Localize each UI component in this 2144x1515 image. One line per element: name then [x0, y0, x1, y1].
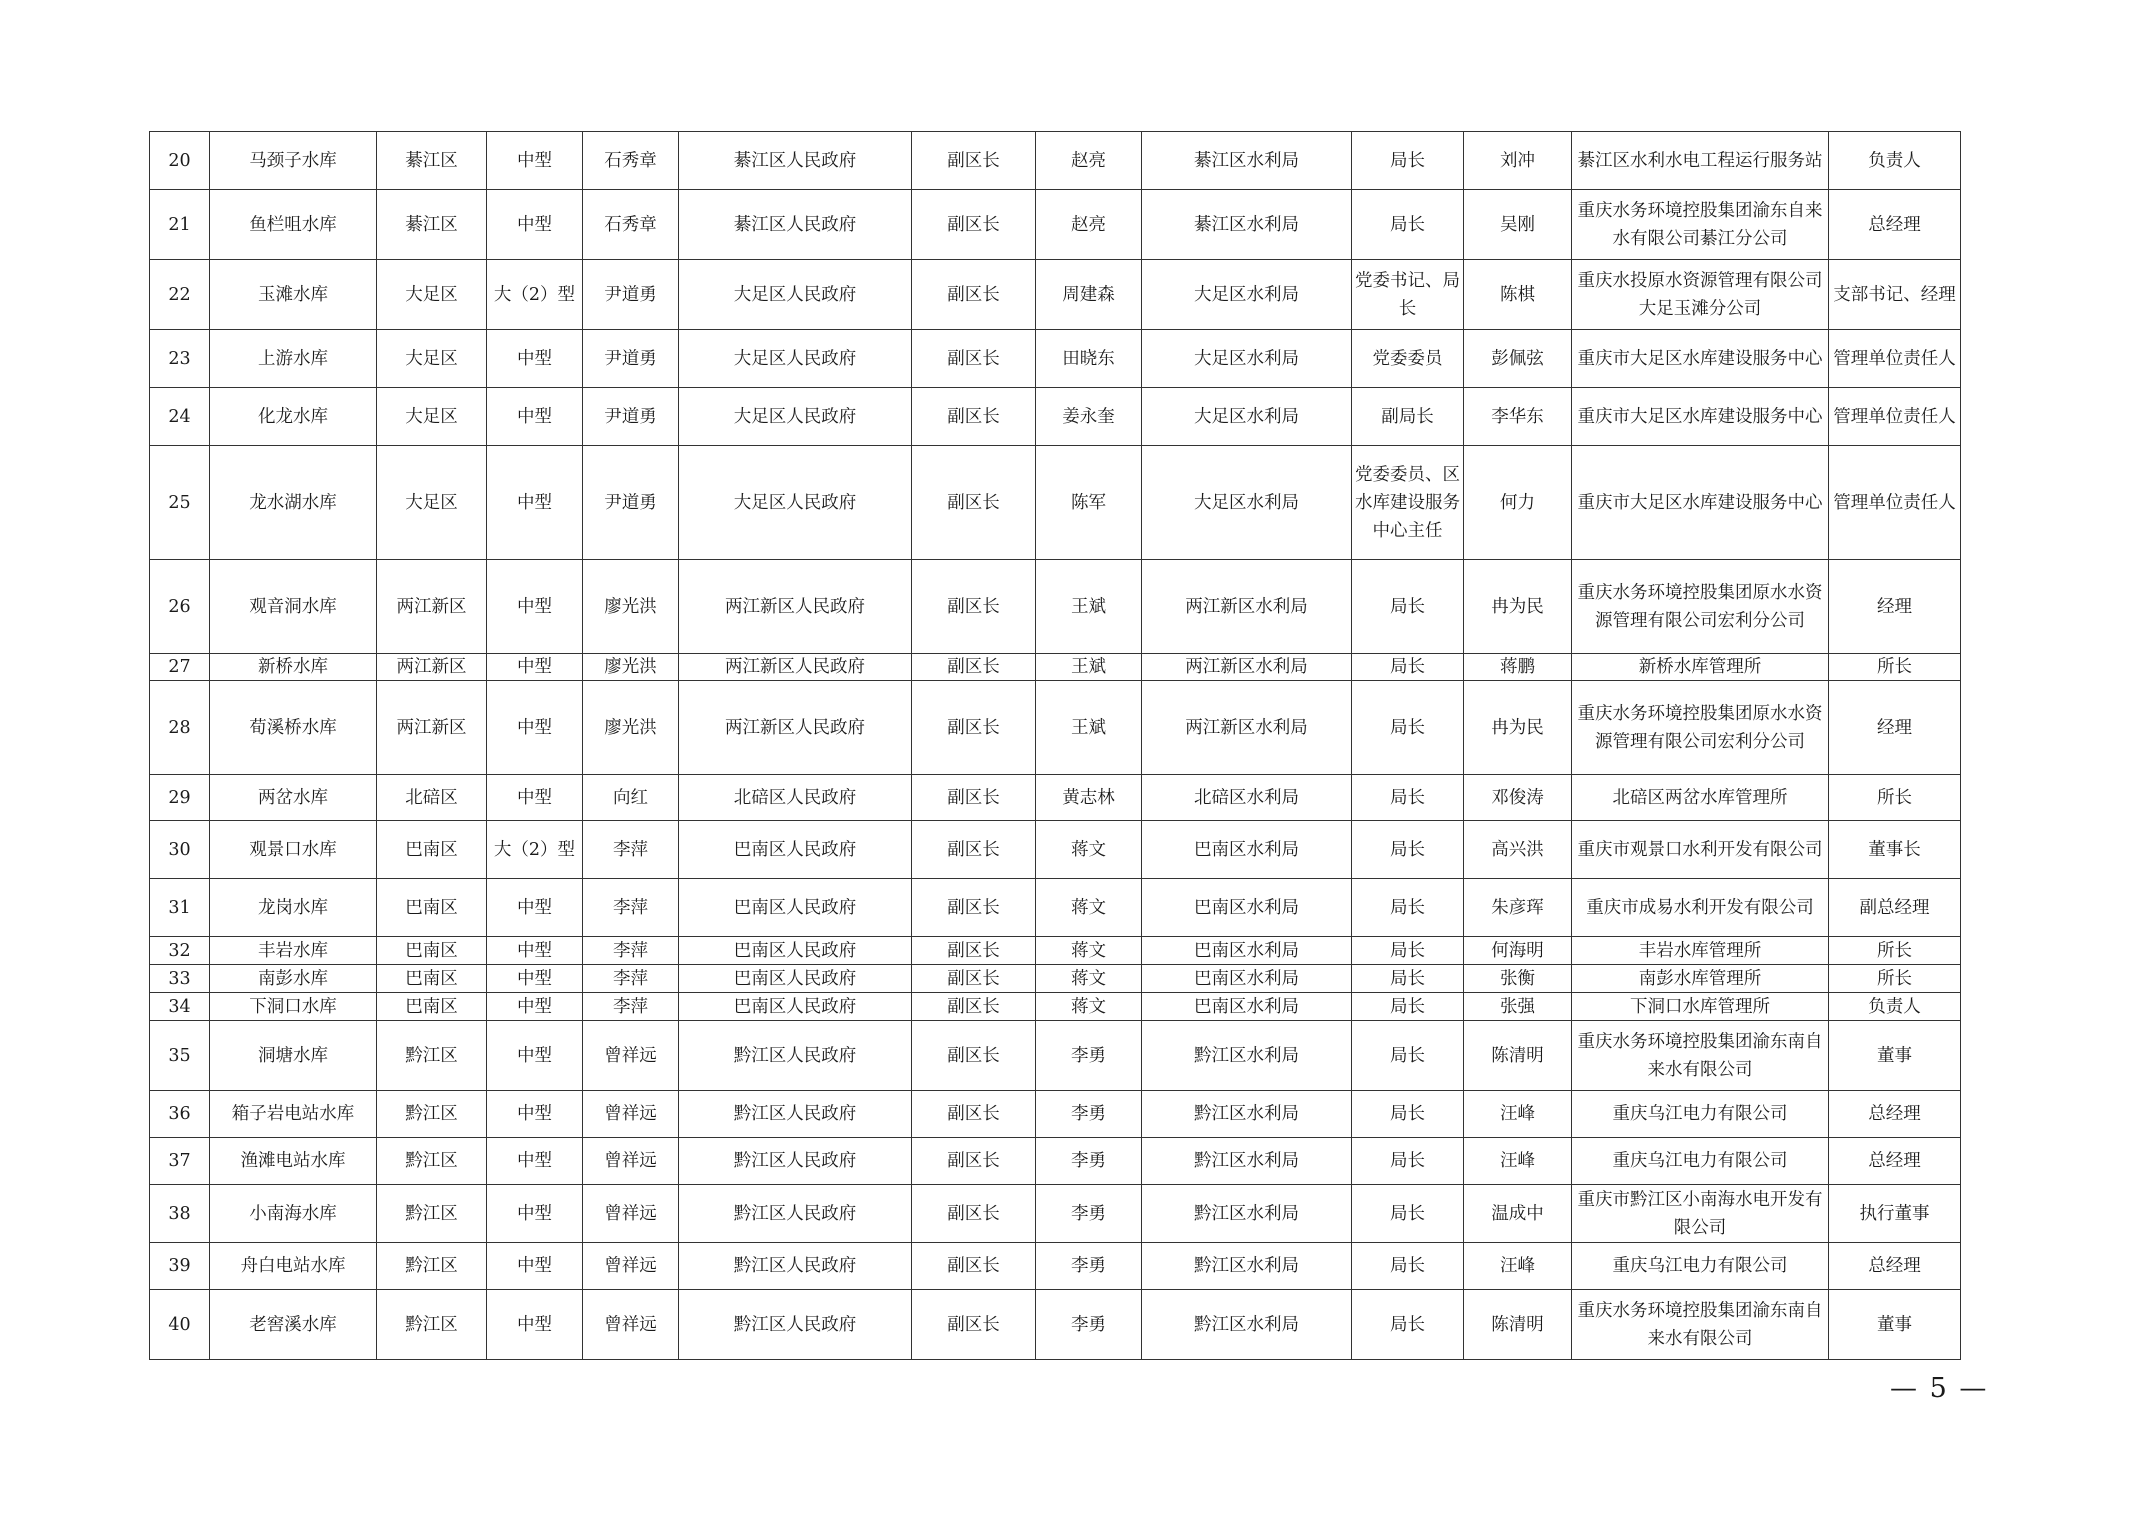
admin-responsible-unit-cell: 巴南区人民政府 — [679, 821, 912, 879]
admin-responsible-name-cell: 尹道勇 — [583, 330, 679, 388]
admin-responsible-title-cell: 副区长 — [912, 1138, 1036, 1185]
dept-responsible-title-cell: 局长 — [1352, 821, 1464, 879]
dept-responsible-name-cell: 李勇 — [1036, 1243, 1142, 1290]
reservoir-name-cell: 马颈子水库 — [210, 132, 377, 190]
mgmt-responsible-name-cell: 何海明 — [1464, 937, 1572, 965]
row-number-cell: 23 — [150, 330, 210, 388]
mgmt-responsible-name-cell: 朱彦珲 — [1464, 879, 1572, 937]
table-row — [150, 190, 1961, 260]
dept-responsible-unit-cell: 北碚区水利局 — [1142, 775, 1352, 821]
scale-cell: 中型 — [487, 132, 583, 190]
admin-responsible-title-cell: 副区长 — [912, 1290, 1036, 1360]
district-cell: 黔江区 — [377, 1091, 487, 1138]
mgmt-responsible-name-cell: 陈棋 — [1464, 260, 1572, 330]
mgmt-responsible-unit-cell: 重庆水务环境控股集团原水水资源管理有限公司宏利分公司 — [1572, 560, 1829, 654]
admin-responsible-unit-cell: 巴南区人民政府 — [679, 965, 912, 993]
mgmt-responsible-title-cell: 总经理 — [1829, 1138, 1961, 1185]
mgmt-responsible-title-cell: 负责人 — [1829, 132, 1961, 190]
dept-responsible-name-cell: 赵亮 — [1036, 132, 1142, 190]
page-number: — 5 — — [1890, 1373, 1989, 1404]
mgmt-responsible-title-cell: 管理单位责任人 — [1829, 388, 1961, 446]
district-cell: 巴南区 — [377, 821, 487, 879]
admin-responsible-unit-cell: 北碚区人民政府 — [679, 775, 912, 821]
mgmt-responsible-title-cell: 管理单位责任人 — [1829, 330, 1961, 388]
mgmt-responsible-title-cell: 支部书记、经理 — [1829, 260, 1961, 330]
scale-cell: 中型 — [487, 681, 583, 775]
admin-responsible-name-cell: 尹道勇 — [583, 446, 679, 560]
dept-responsible-title-cell: 局长 — [1352, 190, 1464, 260]
mgmt-responsible-name-cell: 吴刚 — [1464, 190, 1572, 260]
district-cell: 黔江区 — [377, 1290, 487, 1360]
mgmt-responsible-unit-cell: 重庆市大足区水库建设服务中心 — [1572, 388, 1829, 446]
reservoir-name-cell: 观音洞水库 — [210, 560, 377, 654]
mgmt-responsible-name-cell: 刘冲 — [1464, 132, 1572, 190]
table-row — [150, 1138, 1961, 1185]
admin-responsible-title-cell: 副区长 — [912, 965, 1036, 993]
admin-responsible-name-cell: 李萍 — [583, 965, 679, 993]
mgmt-responsible-name-cell: 李华东 — [1464, 388, 1572, 446]
admin-responsible-title-cell: 副区长 — [912, 260, 1036, 330]
reservoir-responsibility-table — [149, 131, 1961, 1360]
dept-responsible-unit-cell: 两江新区水利局 — [1142, 654, 1352, 681]
district-cell: 綦江区 — [377, 190, 487, 260]
reservoir-name-cell: 小南海水库 — [210, 1185, 377, 1243]
dept-responsible-name-cell: 蒋文 — [1036, 879, 1142, 937]
dept-responsible-unit-cell: 巴南区水利局 — [1142, 965, 1352, 993]
admin-responsible-unit-cell: 黔江区人民政府 — [679, 1185, 912, 1243]
mgmt-responsible-name-cell: 张衡 — [1464, 965, 1572, 993]
dept-responsible-title-cell: 党委委员 — [1352, 330, 1464, 388]
admin-responsible-name-cell: 石秀章 — [583, 190, 679, 260]
admin-responsible-unit-cell: 巴南区人民政府 — [679, 993, 912, 1021]
scale-cell: 中型 — [487, 1185, 583, 1243]
mgmt-responsible-name-cell: 蒋鹏 — [1464, 654, 1572, 681]
dept-responsible-title-cell: 局长 — [1352, 1138, 1464, 1185]
scale-cell: 中型 — [487, 1021, 583, 1091]
mgmt-responsible-unit-cell: 重庆水投原水资源管理有限公司大足玉滩分公司 — [1572, 260, 1829, 330]
scale-cell: 中型 — [487, 1290, 583, 1360]
mgmt-responsible-unit-cell: 重庆乌江电力有限公司 — [1572, 1138, 1829, 1185]
table-row — [150, 1021, 1961, 1091]
dept-responsible-name-cell: 蒋文 — [1036, 965, 1142, 993]
mgmt-responsible-unit-cell: 重庆水务环境控股集团渝东自来水有限公司綦江分公司 — [1572, 190, 1829, 260]
dept-responsible-name-cell: 蒋文 — [1036, 821, 1142, 879]
table-row — [150, 560, 1961, 654]
dept-responsible-name-cell: 姜永奎 — [1036, 388, 1142, 446]
table-row — [150, 879, 1961, 937]
admin-responsible-unit-cell: 黔江区人民政府 — [679, 1138, 912, 1185]
row-number-cell: 32 — [150, 937, 210, 965]
admin-responsible-name-cell: 石秀章 — [583, 132, 679, 190]
admin-responsible-unit-cell: 大足区人民政府 — [679, 388, 912, 446]
admin-responsible-name-cell: 尹道勇 — [583, 260, 679, 330]
reservoir-name-cell: 化龙水库 — [210, 388, 377, 446]
mgmt-responsible-title-cell: 董事长 — [1829, 821, 1961, 879]
admin-responsible-name-cell: 廖光洪 — [583, 654, 679, 681]
admin-responsible-name-cell: 曾祥远 — [583, 1091, 679, 1138]
table-row — [150, 446, 1961, 560]
admin-responsible-title-cell: 副区长 — [912, 654, 1036, 681]
scale-cell: 中型 — [487, 965, 583, 993]
dept-responsible-title-cell: 局长 — [1352, 654, 1464, 681]
mgmt-responsible-unit-cell: 重庆市黔江区小南海水电开发有限公司 — [1572, 1185, 1829, 1243]
scale-cell: 中型 — [487, 330, 583, 388]
dept-responsible-name-cell: 黄志林 — [1036, 775, 1142, 821]
mgmt-responsible-unit-cell: 重庆水务环境控股集团渝东南自来水有限公司 — [1572, 1290, 1829, 1360]
reservoir-name-cell: 龙水湖水库 — [210, 446, 377, 560]
district-cell: 黔江区 — [377, 1185, 487, 1243]
admin-responsible-title-cell: 副区长 — [912, 1185, 1036, 1243]
row-number-cell: 38 — [150, 1185, 210, 1243]
reservoir-name-cell: 舟白电站水库 — [210, 1243, 377, 1290]
admin-responsible-name-cell: 李萍 — [583, 879, 679, 937]
admin-responsible-name-cell: 曾祥远 — [583, 1021, 679, 1091]
district-cell: 两江新区 — [377, 681, 487, 775]
dept-responsible-name-cell: 李勇 — [1036, 1021, 1142, 1091]
table-row — [150, 821, 1961, 879]
mgmt-responsible-title-cell: 经理 — [1829, 681, 1961, 775]
admin-responsible-unit-cell: 巴南区人民政府 — [679, 937, 912, 965]
admin-responsible-name-cell: 曾祥远 — [583, 1138, 679, 1185]
dept-responsible-title-cell: 副局长 — [1352, 388, 1464, 446]
district-cell: 黔江区 — [377, 1021, 487, 1091]
reservoir-name-cell: 老窖溪水库 — [210, 1290, 377, 1360]
table-body — [150, 132, 1961, 1360]
admin-responsible-name-cell: 廖光洪 — [583, 681, 679, 775]
mgmt-responsible-name-cell: 汪峰 — [1464, 1091, 1572, 1138]
dept-responsible-name-cell: 李勇 — [1036, 1091, 1142, 1138]
reservoir-name-cell: 两岔水库 — [210, 775, 377, 821]
table-row — [150, 965, 1961, 993]
dept-responsible-name-cell: 王斌 — [1036, 681, 1142, 775]
dept-responsible-title-cell: 党委委员、区水库建设服务中心主任 — [1352, 446, 1464, 560]
dept-responsible-title-cell: 局长 — [1352, 993, 1464, 1021]
mgmt-responsible-name-cell: 高兴洪 — [1464, 821, 1572, 879]
dept-responsible-unit-cell: 大足区水利局 — [1142, 330, 1352, 388]
reservoir-name-cell: 鱼栏咀水库 — [210, 190, 377, 260]
mgmt-responsible-title-cell: 所长 — [1829, 937, 1961, 965]
mgmt-responsible-title-cell: 负责人 — [1829, 993, 1961, 1021]
mgmt-responsible-name-cell: 温成中 — [1464, 1185, 1572, 1243]
mgmt-responsible-title-cell: 所长 — [1829, 654, 1961, 681]
admin-responsible-name-cell: 李萍 — [583, 821, 679, 879]
dept-responsible-title-cell: 局长 — [1352, 1021, 1464, 1091]
table-row — [150, 388, 1961, 446]
reservoir-name-cell: 箱子岩电站水库 — [210, 1091, 377, 1138]
admin-responsible-title-cell: 副区长 — [912, 388, 1036, 446]
district-cell: 两江新区 — [377, 560, 487, 654]
admin-responsible-unit-cell: 黔江区人民政府 — [679, 1091, 912, 1138]
admin-responsible-unit-cell: 两江新区人民政府 — [679, 681, 912, 775]
admin-responsible-name-cell: 李萍 — [583, 937, 679, 965]
row-number-cell: 31 — [150, 879, 210, 937]
scale-cell: 中型 — [487, 1243, 583, 1290]
dept-responsible-unit-cell: 黔江区水利局 — [1142, 1091, 1352, 1138]
mgmt-responsible-title-cell: 经理 — [1829, 560, 1961, 654]
admin-responsible-title-cell: 副区长 — [912, 937, 1036, 965]
mgmt-responsible-unit-cell: 綦江区水利水电工程运行服务站 — [1572, 132, 1829, 190]
district-cell: 黔江区 — [377, 1138, 487, 1185]
mgmt-responsible-title-cell: 副总经理 — [1829, 879, 1961, 937]
table-row — [150, 654, 1961, 681]
dept-responsible-title-cell: 党委书记、局长 — [1352, 260, 1464, 330]
scale-cell: 大（2）型 — [487, 821, 583, 879]
district-cell: 巴南区 — [377, 965, 487, 993]
admin-responsible-unit-cell: 綦江区人民政府 — [679, 190, 912, 260]
dept-responsible-title-cell: 局长 — [1352, 965, 1464, 993]
admin-responsible-unit-cell: 黔江区人民政府 — [679, 1243, 912, 1290]
dept-responsible-unit-cell: 两江新区水利局 — [1142, 560, 1352, 654]
scale-cell: 中型 — [487, 446, 583, 560]
dept-responsible-unit-cell: 綦江区水利局 — [1142, 190, 1352, 260]
admin-responsible-unit-cell: 两江新区人民政府 — [679, 654, 912, 681]
mgmt-responsible-title-cell: 总经理 — [1829, 1243, 1961, 1290]
reservoir-name-cell: 丰岩水库 — [210, 937, 377, 965]
dept-responsible-unit-cell: 大足区水利局 — [1142, 446, 1352, 560]
scale-cell: 中型 — [487, 879, 583, 937]
dept-responsible-unit-cell: 黔江区水利局 — [1142, 1138, 1352, 1185]
row-number-cell: 36 — [150, 1091, 210, 1138]
row-number-cell: 25 — [150, 446, 210, 560]
dept-responsible-unit-cell: 黔江区水利局 — [1142, 1243, 1352, 1290]
dept-responsible-unit-cell: 巴南区水利局 — [1142, 993, 1352, 1021]
row-number-cell: 20 — [150, 132, 210, 190]
admin-responsible-name-cell: 向红 — [583, 775, 679, 821]
dept-responsible-name-cell: 李勇 — [1036, 1290, 1142, 1360]
admin-responsible-title-cell: 副区长 — [912, 681, 1036, 775]
dept-responsible-unit-cell: 巴南区水利局 — [1142, 879, 1352, 937]
dept-responsible-name-cell: 蒋文 — [1036, 993, 1142, 1021]
admin-responsible-name-cell: 廖光洪 — [583, 560, 679, 654]
table-row — [150, 681, 1961, 775]
dept-responsible-name-cell: 陈军 — [1036, 446, 1142, 560]
admin-responsible-title-cell: 副区长 — [912, 1091, 1036, 1138]
mgmt-responsible-unit-cell: 重庆市大足区水库建设服务中心 — [1572, 446, 1829, 560]
row-number-cell: 39 — [150, 1243, 210, 1290]
admin-responsible-title-cell: 副区长 — [912, 190, 1036, 260]
admin-responsible-unit-cell: 巴南区人民政府 — [679, 879, 912, 937]
dept-responsible-title-cell: 局长 — [1352, 879, 1464, 937]
mgmt-responsible-name-cell: 张强 — [1464, 993, 1572, 1021]
mgmt-responsible-unit-cell: 北碚区两岔水库管理所 — [1572, 775, 1829, 821]
mgmt-responsible-name-cell: 汪峰 — [1464, 1243, 1572, 1290]
row-number-cell: 24 — [150, 388, 210, 446]
dept-responsible-unit-cell: 黔江区水利局 — [1142, 1290, 1352, 1360]
admin-responsible-unit-cell: 黔江区人民政府 — [679, 1021, 912, 1091]
dept-responsible-title-cell: 局长 — [1352, 132, 1464, 190]
scale-cell: 大（2）型 — [487, 260, 583, 330]
dept-responsible-title-cell: 局长 — [1352, 681, 1464, 775]
dept-responsible-title-cell: 局长 — [1352, 937, 1464, 965]
mgmt-responsible-name-cell: 陈清明 — [1464, 1290, 1572, 1360]
reservoir-name-cell: 洞塘水库 — [210, 1021, 377, 1091]
district-cell: 巴南区 — [377, 993, 487, 1021]
row-number-cell: 26 — [150, 560, 210, 654]
admin-responsible-unit-cell: 黔江区人民政府 — [679, 1290, 912, 1360]
table-row — [150, 1091, 1961, 1138]
mgmt-responsible-name-cell: 邓俊涛 — [1464, 775, 1572, 821]
district-cell: 巴南区 — [377, 937, 487, 965]
dept-responsible-name-cell: 李勇 — [1036, 1185, 1142, 1243]
district-cell: 大足区 — [377, 330, 487, 388]
district-cell: 大足区 — [377, 260, 487, 330]
mgmt-responsible-unit-cell: 重庆市大足区水库建设服务中心 — [1572, 330, 1829, 388]
admin-responsible-title-cell: 副区长 — [912, 132, 1036, 190]
mgmt-responsible-name-cell: 汪峰 — [1464, 1138, 1572, 1185]
mgmt-responsible-title-cell: 董事 — [1829, 1290, 1961, 1360]
table-row — [150, 1243, 1961, 1290]
dept-responsible-unit-cell: 綦江区水利局 — [1142, 132, 1352, 190]
admin-responsible-name-cell: 曾祥远 — [583, 1243, 679, 1290]
admin-responsible-title-cell: 副区长 — [912, 879, 1036, 937]
reservoir-name-cell: 渔滩电站水库 — [210, 1138, 377, 1185]
admin-responsible-name-cell: 尹道勇 — [583, 388, 679, 446]
table-row — [150, 1185, 1961, 1243]
mgmt-responsible-unit-cell: 重庆乌江电力有限公司 — [1572, 1091, 1829, 1138]
dept-responsible-unit-cell: 巴南区水利局 — [1142, 937, 1352, 965]
mgmt-responsible-name-cell: 彭佩弦 — [1464, 330, 1572, 388]
dept-responsible-unit-cell: 黔江区水利局 — [1142, 1021, 1352, 1091]
admin-responsible-name-cell: 李萍 — [583, 993, 679, 1021]
mgmt-responsible-title-cell: 所长 — [1829, 775, 1961, 821]
dept-responsible-name-cell: 周建森 — [1036, 260, 1142, 330]
dept-responsible-title-cell: 局长 — [1352, 775, 1464, 821]
row-number-cell: 21 — [150, 190, 210, 260]
row-number-cell: 28 — [150, 681, 210, 775]
mgmt-responsible-unit-cell: 重庆乌江电力有限公司 — [1572, 1243, 1829, 1290]
table-row — [150, 993, 1961, 1021]
scale-cell: 中型 — [487, 654, 583, 681]
dept-responsible-unit-cell: 巴南区水利局 — [1142, 821, 1352, 879]
mgmt-responsible-title-cell: 执行董事 — [1829, 1185, 1961, 1243]
scale-cell: 中型 — [487, 190, 583, 260]
reservoir-name-cell: 龙岗水库 — [210, 879, 377, 937]
mgmt-responsible-name-cell: 冉为民 — [1464, 560, 1572, 654]
admin-responsible-title-cell: 副区长 — [912, 821, 1036, 879]
row-number-cell: 33 — [150, 965, 210, 993]
admin-responsible-unit-cell: 两江新区人民政府 — [679, 560, 912, 654]
reservoir-name-cell: 下洞口水库 — [210, 993, 377, 1021]
scale-cell: 中型 — [487, 1138, 583, 1185]
mgmt-responsible-title-cell: 总经理 — [1829, 1091, 1961, 1138]
admin-responsible-name-cell: 曾祥远 — [583, 1290, 679, 1360]
dept-responsible-unit-cell: 大足区水利局 — [1142, 388, 1352, 446]
mgmt-responsible-unit-cell: 重庆水务环境控股集团渝东南自来水有限公司 — [1572, 1021, 1829, 1091]
district-cell: 大足区 — [377, 446, 487, 560]
mgmt-responsible-title-cell: 管理单位责任人 — [1829, 446, 1961, 560]
mgmt-responsible-unit-cell: 重庆水务环境控股集团原水水资源管理有限公司宏利分公司 — [1572, 681, 1829, 775]
row-number-cell: 27 — [150, 654, 210, 681]
mgmt-responsible-unit-cell: 下洞口水库管理所 — [1572, 993, 1829, 1021]
dept-responsible-name-cell: 李勇 — [1036, 1138, 1142, 1185]
mgmt-responsible-unit-cell: 重庆市成易水利开发有限公司 — [1572, 879, 1829, 937]
mgmt-responsible-unit-cell: 南彭水库管理所 — [1572, 965, 1829, 993]
dept-responsible-title-cell: 局长 — [1352, 1091, 1464, 1138]
table-row — [150, 260, 1961, 330]
row-number-cell: 37 — [150, 1138, 210, 1185]
scale-cell: 中型 — [487, 1091, 583, 1138]
dept-responsible-title-cell: 局长 — [1352, 1290, 1464, 1360]
admin-responsible-unit-cell: 大足区人民政府 — [679, 260, 912, 330]
dept-responsible-name-cell: 王斌 — [1036, 654, 1142, 681]
reservoir-name-cell: 上游水库 — [210, 330, 377, 388]
dept-responsible-name-cell: 田晓东 — [1036, 330, 1142, 388]
reservoir-name-cell: 玉滩水库 — [210, 260, 377, 330]
district-cell: 北碚区 — [377, 775, 487, 821]
dept-responsible-title-cell: 局长 — [1352, 1243, 1464, 1290]
dept-responsible-name-cell: 王斌 — [1036, 560, 1142, 654]
admin-responsible-unit-cell: 大足区人民政府 — [679, 446, 912, 560]
row-number-cell: 30 — [150, 821, 210, 879]
mgmt-responsible-unit-cell: 新桥水库管理所 — [1572, 654, 1829, 681]
scale-cell: 中型 — [487, 993, 583, 1021]
admin-responsible-name-cell: 曾祥远 — [583, 1185, 679, 1243]
table-row — [150, 330, 1961, 388]
scale-cell: 中型 — [487, 775, 583, 821]
mgmt-responsible-name-cell: 陈清明 — [1464, 1021, 1572, 1091]
district-cell: 巴南区 — [377, 879, 487, 937]
reservoir-name-cell: 观景口水库 — [210, 821, 377, 879]
admin-responsible-unit-cell: 大足区人民政府 — [679, 330, 912, 388]
dept-responsible-title-cell: 局长 — [1352, 560, 1464, 654]
dept-responsible-title-cell: 局长 — [1352, 1185, 1464, 1243]
admin-responsible-title-cell: 副区长 — [912, 560, 1036, 654]
mgmt-responsible-name-cell: 冉为民 — [1464, 681, 1572, 775]
admin-responsible-title-cell: 副区长 — [912, 775, 1036, 821]
admin-responsible-title-cell: 副区长 — [912, 1021, 1036, 1091]
reservoir-name-cell: 南彭水库 — [210, 965, 377, 993]
dept-responsible-unit-cell: 大足区水利局 — [1142, 260, 1352, 330]
admin-responsible-unit-cell: 綦江区人民政府 — [679, 132, 912, 190]
admin-responsible-title-cell: 副区长 — [912, 446, 1036, 560]
mgmt-responsible-title-cell: 总经理 — [1829, 190, 1961, 260]
scale-cell: 中型 — [487, 388, 583, 446]
dept-responsible-unit-cell: 两江新区水利局 — [1142, 681, 1352, 775]
row-number-cell: 29 — [150, 775, 210, 821]
district-cell: 两江新区 — [377, 654, 487, 681]
dept-responsible-name-cell: 赵亮 — [1036, 190, 1142, 260]
mgmt-responsible-title-cell: 所长 — [1829, 965, 1961, 993]
district-cell: 黔江区 — [377, 1243, 487, 1290]
mgmt-responsible-name-cell: 何力 — [1464, 446, 1572, 560]
row-number-cell: 34 — [150, 993, 210, 1021]
dept-responsible-unit-cell: 黔江区水利局 — [1142, 1185, 1352, 1243]
table-row — [150, 1290, 1961, 1360]
table-row — [150, 775, 1961, 821]
table-row — [150, 132, 1961, 190]
admin-responsible-title-cell: 副区长 — [912, 330, 1036, 388]
dept-responsible-name-cell: 蒋文 — [1036, 937, 1142, 965]
row-number-cell: 40 — [150, 1290, 210, 1360]
district-cell: 大足区 — [377, 388, 487, 446]
reservoir-name-cell: 荀溪桥水库 — [210, 681, 377, 775]
row-number-cell: 35 — [150, 1021, 210, 1091]
table-row — [150, 937, 1961, 965]
scale-cell: 中型 — [487, 937, 583, 965]
mgmt-responsible-title-cell: 董事 — [1829, 1021, 1961, 1091]
mgmt-responsible-unit-cell: 丰岩水库管理所 — [1572, 937, 1829, 965]
scale-cell: 中型 — [487, 560, 583, 654]
mgmt-responsible-unit-cell: 重庆市观景口水利开发有限公司 — [1572, 821, 1829, 879]
admin-responsible-title-cell: 副区长 — [912, 1243, 1036, 1290]
reservoir-name-cell: 新桥水库 — [210, 654, 377, 681]
admin-responsible-title-cell: 副区长 — [912, 993, 1036, 1021]
district-cell: 綦江区 — [377, 132, 487, 190]
row-number-cell: 22 — [150, 260, 210, 330]
